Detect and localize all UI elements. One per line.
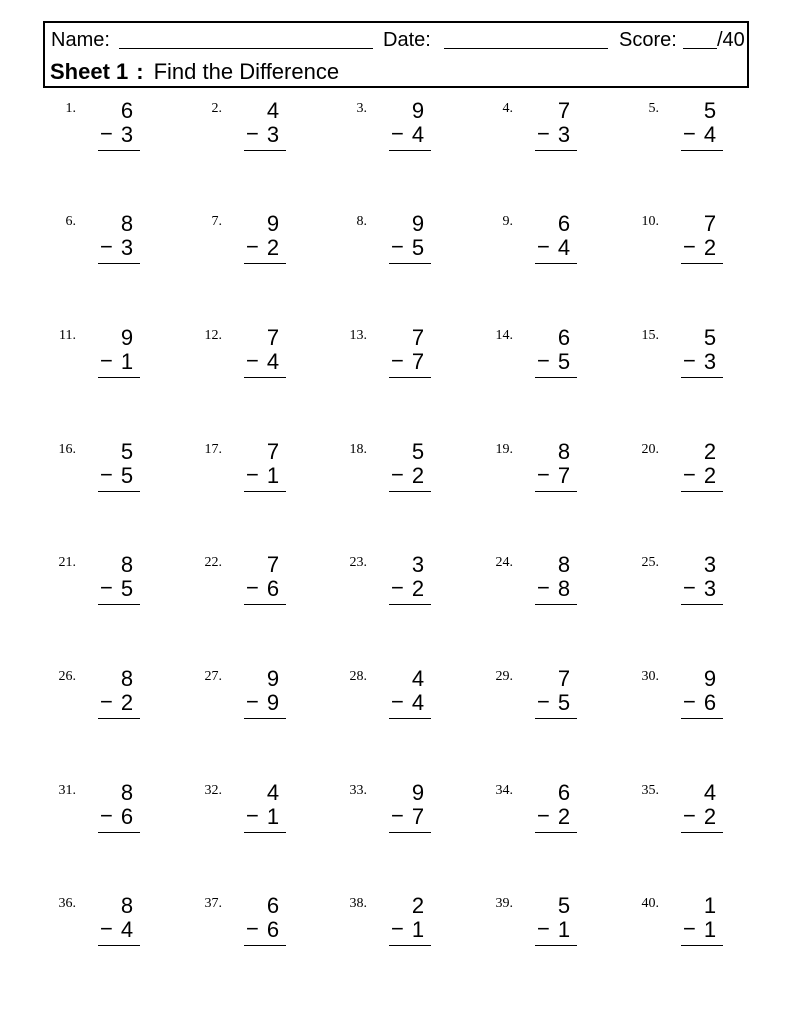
minuend: 5 <box>411 439 425 464</box>
problem <box>487 100 627 160</box>
minus-sign: − <box>246 348 259 373</box>
minuend: 7 <box>266 325 280 350</box>
subtrahend: 5 <box>557 349 571 374</box>
minus-sign: − <box>391 462 404 487</box>
problem-number: 30. <box>641 669 659 684</box>
problem-number: 4. <box>502 101 513 116</box>
problem <box>341 213 481 273</box>
problem-number: 40. <box>641 896 659 911</box>
answer-line[interactable] <box>389 832 431 833</box>
problem <box>196 100 336 160</box>
subtrahend: 3 <box>120 235 134 260</box>
answer-line[interactable] <box>389 491 431 492</box>
problem <box>50 668 190 728</box>
minus-sign: − <box>246 575 259 600</box>
minuend: 6 <box>120 98 134 123</box>
problem-number: 8. <box>356 214 367 229</box>
subtrahend: 5 <box>120 576 134 601</box>
minuend: 6 <box>266 893 280 918</box>
minuend: 7 <box>557 98 571 123</box>
problem <box>487 895 627 955</box>
answer-line[interactable] <box>244 945 286 946</box>
answer-line[interactable] <box>244 150 286 151</box>
problem-number: 3. <box>356 101 367 116</box>
name-label: Name: <box>51 29 110 51</box>
minuend: 8 <box>120 666 134 691</box>
minuend: 7 <box>266 439 280 464</box>
problem <box>487 441 627 501</box>
problem-number: 24. <box>495 555 513 570</box>
minus-sign: − <box>246 916 259 941</box>
subtrahend: 3 <box>703 576 717 601</box>
minuend: 6 <box>557 211 571 236</box>
answer-line[interactable] <box>535 263 577 264</box>
minus-sign: − <box>537 462 550 487</box>
problem <box>196 895 336 955</box>
subtrahend: 4 <box>703 122 717 147</box>
problem <box>633 668 773 728</box>
date-label: Date: <box>383 29 431 51</box>
answer-line[interactable] <box>98 491 140 492</box>
problem <box>633 213 773 273</box>
answer-line[interactable] <box>244 832 286 833</box>
subtrahend: 6 <box>266 917 280 942</box>
answer-line[interactable] <box>98 263 140 264</box>
problem-number: 20. <box>641 442 659 457</box>
minus-sign: − <box>100 348 113 373</box>
subtrahend: 4 <box>266 349 280 374</box>
problem <box>196 554 336 614</box>
subtrahend: 6 <box>266 576 280 601</box>
answer-line[interactable] <box>98 604 140 605</box>
minus-sign: − <box>391 234 404 259</box>
answer-line[interactable] <box>98 832 140 833</box>
minus-sign: − <box>100 121 113 146</box>
minuend: 6 <box>557 780 571 805</box>
answer-line[interactable] <box>389 604 431 605</box>
subtrahend: 1 <box>266 804 280 829</box>
problem-number: 2. <box>211 101 222 116</box>
problem-number: 11. <box>59 328 76 343</box>
subtrahend: 4 <box>120 917 134 942</box>
minus-sign: − <box>683 234 696 259</box>
subtrahend: 3 <box>557 122 571 147</box>
answer-line[interactable] <box>244 491 286 492</box>
minus-sign: − <box>537 916 550 941</box>
minus-sign: − <box>391 916 404 941</box>
minus-sign: − <box>683 348 696 373</box>
score-total: /40 <box>717 29 745 51</box>
problem <box>487 668 627 728</box>
sheet-separator: : <box>136 59 144 84</box>
answer-line[interactable] <box>389 377 431 378</box>
problem-number: 29. <box>495 669 513 684</box>
problem-number: 21. <box>58 555 76 570</box>
minuend: 2 <box>703 439 717 464</box>
minuend: 9 <box>120 325 134 350</box>
problem <box>50 327 190 387</box>
problem <box>50 554 190 614</box>
problem-number: 19. <box>495 442 513 457</box>
minus-sign: − <box>391 348 404 373</box>
problem-number: 36. <box>58 896 76 911</box>
minuend: 8 <box>557 439 571 464</box>
problem <box>487 782 627 842</box>
minus-sign: − <box>391 575 404 600</box>
answer-line[interactable] <box>681 263 723 264</box>
problem-number: 12. <box>204 328 222 343</box>
problem-number: 28. <box>349 669 367 684</box>
subtrahend: 2 <box>557 804 571 829</box>
subtrahend: 5 <box>557 690 571 715</box>
subtrahend: 2 <box>703 804 717 829</box>
answer-line[interactable] <box>244 718 286 719</box>
subtrahend: 1 <box>120 349 134 374</box>
subtrahend: 9 <box>266 690 280 715</box>
minuend: 7 <box>703 211 717 236</box>
subtrahend: 7 <box>411 804 425 829</box>
subtrahend: 8 <box>557 576 571 601</box>
minuend: 6 <box>557 325 571 350</box>
answer-line[interactable] <box>535 718 577 719</box>
minus-sign: − <box>537 234 550 259</box>
subtrahend: 3 <box>120 122 134 147</box>
minus-sign: − <box>100 916 113 941</box>
minus-sign: − <box>391 121 404 146</box>
answer-line[interactable] <box>389 150 431 151</box>
problem <box>196 213 336 273</box>
answer-line[interactable] <box>681 718 723 719</box>
problem <box>633 554 773 614</box>
subtrahend: 4 <box>557 235 571 260</box>
problem-number: 18. <box>349 442 367 457</box>
subtrahend: 6 <box>703 690 717 715</box>
score-label: Score: <box>619 29 677 51</box>
problem <box>341 782 481 842</box>
subtrahend: 2 <box>703 463 717 488</box>
minus-sign: − <box>683 121 696 146</box>
problem <box>487 327 627 387</box>
problem-number: 7. <box>211 214 222 229</box>
problem-number: 1. <box>65 101 76 116</box>
minuend: 4 <box>411 666 425 691</box>
minus-sign: − <box>246 121 259 146</box>
problem <box>633 441 773 501</box>
minuend: 5 <box>557 893 571 918</box>
problem-number: 37. <box>204 896 222 911</box>
answer-line[interactable] <box>535 377 577 378</box>
subtrahend: 7 <box>557 463 571 488</box>
minus-sign: − <box>100 234 113 259</box>
minuend: 8 <box>557 552 571 577</box>
problem <box>341 327 481 387</box>
answer-line[interactable] <box>98 150 140 151</box>
minuend: 4 <box>266 780 280 805</box>
minuend: 9 <box>411 211 425 236</box>
problem <box>487 554 627 614</box>
minuend: 1 <box>703 893 717 918</box>
minuend: 5 <box>703 98 717 123</box>
problem <box>196 782 336 842</box>
minus-sign: − <box>537 348 550 373</box>
subtrahend: 4 <box>411 690 425 715</box>
minuend: 3 <box>703 552 717 577</box>
minuend: 9 <box>703 666 717 691</box>
subtrahend: 2 <box>411 576 425 601</box>
answer-line[interactable] <box>244 604 286 605</box>
problem <box>196 441 336 501</box>
problem-number: 34. <box>495 783 513 798</box>
answer-line[interactable] <box>535 604 577 605</box>
sheet-title: Sheet 1 <box>50 59 129 84</box>
subtrahend: 4 <box>411 122 425 147</box>
problem-number: 10. <box>641 214 659 229</box>
answer-line[interactable] <box>681 604 723 605</box>
answer-line[interactable] <box>244 263 286 264</box>
minus-sign: − <box>537 689 550 714</box>
answer-line[interactable] <box>681 491 723 492</box>
problem-number: 26. <box>58 669 76 684</box>
minus-sign: − <box>246 689 259 714</box>
minuend: 5 <box>703 325 717 350</box>
subtrahend: 2 <box>703 235 717 260</box>
minus-sign: − <box>683 803 696 828</box>
minuend: 8 <box>120 211 134 236</box>
problem <box>50 100 190 160</box>
minuend: 2 <box>411 893 425 918</box>
problem-number: 25. <box>641 555 659 570</box>
problem <box>50 213 190 273</box>
answer-line[interactable] <box>681 377 723 378</box>
answer-line[interactable] <box>244 377 286 378</box>
subtrahend: 1 <box>266 463 280 488</box>
answer-line[interactable] <box>98 377 140 378</box>
minuend: 3 <box>411 552 425 577</box>
subtrahend: 2 <box>120 690 134 715</box>
subtrahend: 1 <box>411 917 425 942</box>
minuend: 9 <box>266 666 280 691</box>
problem-number: 15. <box>641 328 659 343</box>
sheet-subtitle: Find the Difference <box>153 59 340 84</box>
answer-line[interactable] <box>535 150 577 151</box>
problem-number: 13. <box>349 328 367 343</box>
answer-line[interactable] <box>681 150 723 151</box>
answer-line[interactable] <box>389 945 431 946</box>
problem <box>196 668 336 728</box>
minus-sign: − <box>537 803 550 828</box>
problem <box>50 895 190 955</box>
minuend: 9 <box>411 98 425 123</box>
minus-sign: − <box>391 689 404 714</box>
subtrahend: 1 <box>703 917 717 942</box>
minus-sign: − <box>683 689 696 714</box>
minuend: 4 <box>266 98 280 123</box>
problem-number: 27. <box>204 669 222 684</box>
minus-sign: − <box>537 575 550 600</box>
problem <box>196 327 336 387</box>
answer-line[interactable] <box>535 491 577 492</box>
problem-number: 33. <box>349 783 367 798</box>
problem-number: 22. <box>204 555 222 570</box>
subtrahend: 5 <box>120 463 134 488</box>
answer-line[interactable] <box>535 945 577 946</box>
problem-number: 32. <box>204 783 222 798</box>
minus-sign: − <box>683 575 696 600</box>
answer-line[interactable] <box>535 832 577 833</box>
problem-number: 38. <box>349 896 367 911</box>
problem-number: 16. <box>58 442 76 457</box>
minus-sign: − <box>246 803 259 828</box>
problem <box>633 895 773 955</box>
answer-line[interactable] <box>98 945 140 946</box>
problem-number: 31. <box>58 783 76 798</box>
problem-number: 5. <box>648 101 659 116</box>
subtrahend: 3 <box>266 122 280 147</box>
problem <box>633 100 773 160</box>
subtrahend: 1 <box>557 917 571 942</box>
problem-number: 35. <box>641 783 659 798</box>
minuend: 7 <box>411 325 425 350</box>
problem <box>50 441 190 501</box>
problem-number: 39. <box>495 896 513 911</box>
minuend: 5 <box>120 439 134 464</box>
subtrahend: 2 <box>266 235 280 260</box>
problem <box>633 327 773 387</box>
problem <box>341 895 481 955</box>
minus-sign: − <box>683 916 696 941</box>
minuend: 7 <box>557 666 571 691</box>
problem-number: 23. <box>349 555 367 570</box>
problem <box>341 441 481 501</box>
minuend: 4 <box>703 780 717 805</box>
minuend: 8 <box>120 552 134 577</box>
problem-number: 6. <box>65 214 76 229</box>
problem <box>341 100 481 160</box>
subtrahend: 5 <box>411 235 425 260</box>
minuend: 9 <box>266 211 280 236</box>
answer-line[interactable] <box>389 263 431 264</box>
minuend: 8 <box>120 780 134 805</box>
minus-sign: − <box>100 462 113 487</box>
problem <box>487 213 627 273</box>
minus-sign: − <box>391 803 404 828</box>
minus-sign: − <box>246 462 259 487</box>
minus-sign: − <box>537 121 550 146</box>
problem <box>341 668 481 728</box>
subtrahend: 6 <box>120 804 134 829</box>
answer-line[interactable] <box>98 718 140 719</box>
minuend: 9 <box>411 780 425 805</box>
answer-line[interactable] <box>389 718 431 719</box>
minus-sign: − <box>100 803 113 828</box>
problem <box>633 782 773 842</box>
minuend: 7 <box>266 552 280 577</box>
problem <box>50 782 190 842</box>
minus-sign: − <box>246 234 259 259</box>
subtrahend: 3 <box>703 349 717 374</box>
problem-number: 9. <box>502 214 513 229</box>
problem-number: 14. <box>495 328 513 343</box>
minus-sign: − <box>100 689 113 714</box>
minus-sign: − <box>683 462 696 487</box>
minuend: 8 <box>120 893 134 918</box>
minus-sign: − <box>100 575 113 600</box>
answer-line[interactable] <box>681 945 723 946</box>
subtrahend: 7 <box>411 349 425 374</box>
answer-line[interactable] <box>681 832 723 833</box>
problem-number: 17. <box>204 442 222 457</box>
problem <box>341 554 481 614</box>
subtrahend: 2 <box>411 463 425 488</box>
